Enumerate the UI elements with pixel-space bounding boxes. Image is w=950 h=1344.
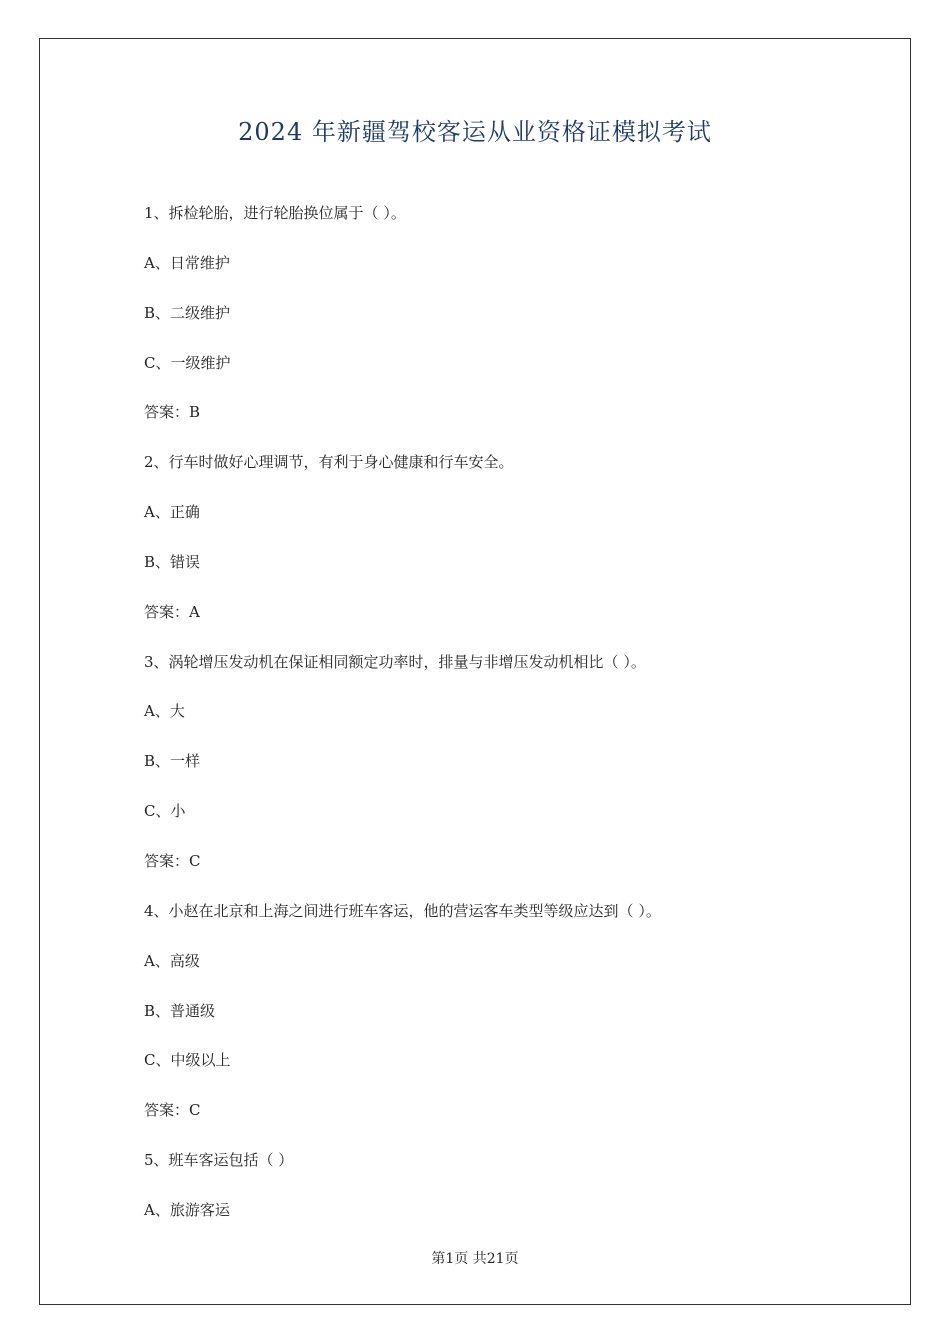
question-1-answer: 答案：B [144,403,201,422]
question-content [144,200,864,1247]
question-3-answer: 答案：C [144,851,201,870]
question-4-answer: 答案：C [144,1101,201,1120]
question-1-option-a: A、日常维护 [144,253,230,272]
question-1-option-b: B、二级维护 [144,303,231,322]
question-2-answer: 答案：A [144,602,200,621]
question-2-text: 2、行车时做好心理调节，有利于身心健康和行车安全。 [144,453,514,472]
question-3-text: 3、涡轮增压发动机在保证相同额定功率时，排量与非增压发动机相比（ ）。 [144,652,646,671]
question-1-text: 1、拆检轮胎，进行轮胎换位属于（ ）。 [144,204,406,222]
question-2-option-a: A、正确 [144,503,200,522]
question-4-option-c: C、中级以上 [144,1051,231,1070]
question-4-text: 4、小赵在北京和上海之间进行班车客运，他的营运客车类型等级应达到（ ）。 [144,901,661,920]
question-3-option-a: A、大 [144,702,185,721]
question-2-option-b: B、错误 [144,552,201,571]
question-1-option-c: C、一级维护 [144,353,231,372]
question-5-option-a: A、旅游客运 [144,1200,230,1219]
question-3-option-b: B、一样 [144,752,201,771]
document-title: 2024 年新疆驾校客运从业资格证模拟考试 [238,118,712,146]
question-4-option-b: B、普通级 [144,1001,216,1020]
question-5-text: 5、班车客运包括（ ） [144,1151,294,1170]
question-3-option-c: C、小 [144,802,186,821]
page-number-footer: 第1页 共21页 [431,1251,519,1267]
question-4-option-a: A、高级 [144,951,200,970]
